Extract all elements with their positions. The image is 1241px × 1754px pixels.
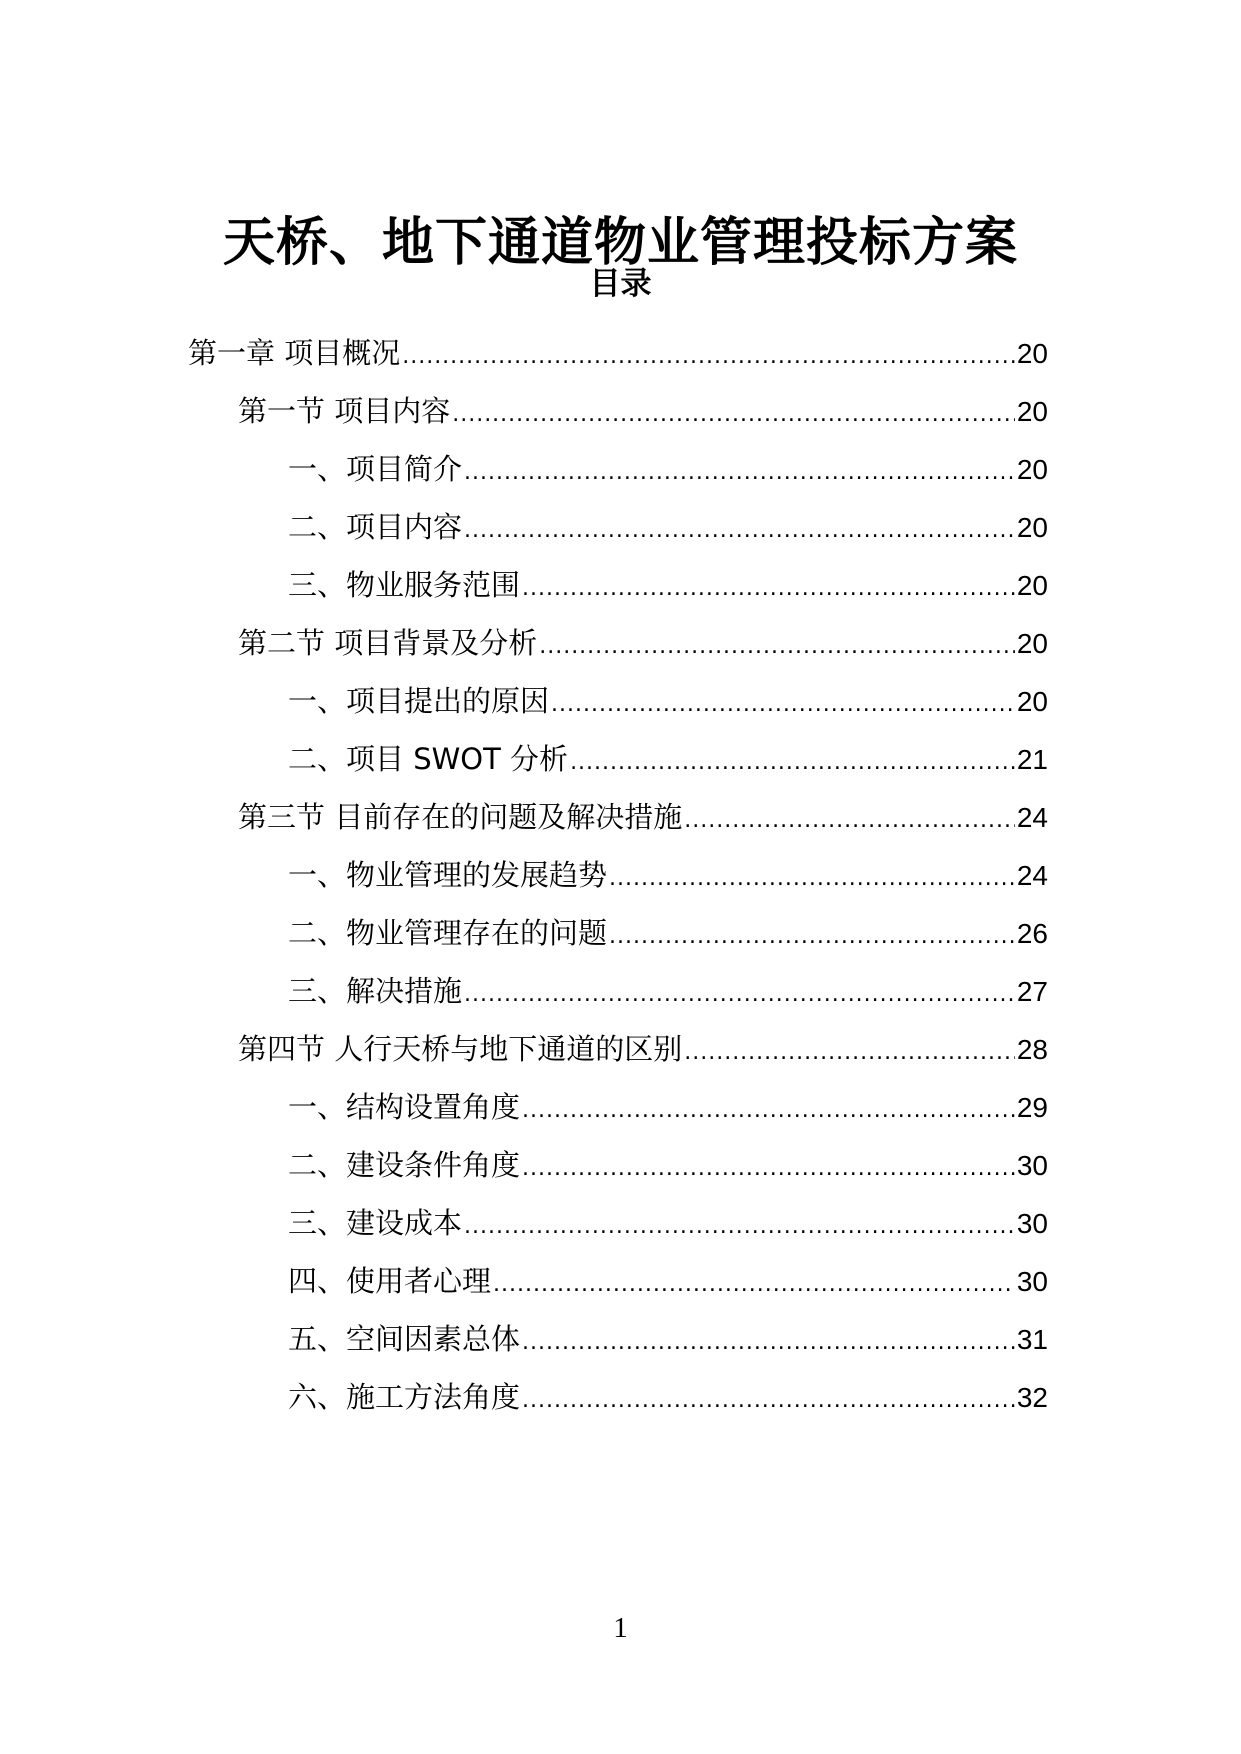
toc-entry[interactable] [238, 794, 1048, 840]
toc-entry-title[interactable]: 第一节 项目内容 [238, 394, 451, 428]
toc-entry[interactable] [288, 1142, 1048, 1188]
toc-dot-leader [522, 566, 1015, 612]
toc-entry-title[interactable]: 一、物业管理的发展趋势 [288, 858, 608, 892]
toc-entry[interactable] [288, 852, 1048, 898]
toc-entry-title[interactable]: 二、物业管理存在的问题 [288, 916, 608, 950]
toc-entry[interactable] [288, 446, 1048, 492]
toc-entry-page: 21 [1016, 744, 1048, 775]
toc-entry[interactable] [288, 968, 1048, 1014]
toc-entry-title[interactable]: 第四节 人行天桥与地下通道的区别 [238, 1032, 683, 1066]
toc-dot-leader [522, 1378, 1015, 1424]
toc-entry-page: 24 [1016, 802, 1048, 833]
toc-entry-page: 28 [1016, 1034, 1048, 1065]
toc-dot-leader [539, 624, 1015, 670]
toc-entry-title[interactable]: 二、建设条件角度 [288, 1148, 521, 1182]
toc-entry-page: 20 [1016, 512, 1048, 543]
toc-entry[interactable] [288, 910, 1048, 956]
toc-entry[interactable] [288, 1084, 1048, 1130]
toc-entry-title[interactable]: 一、项目简介 [288, 452, 463, 486]
toc-entry-title[interactable]: 六、施工方法角度 [288, 1380, 521, 1414]
toc-entry-title[interactable]: 二、项目 SWOT 分析 [288, 742, 569, 776]
toc-dot-leader [609, 914, 1015, 960]
toc-entry-title[interactable]: 第三节 目前存在的问题及解决措施 [238, 800, 683, 834]
toc-entry-title[interactable]: 三、解决措施 [288, 974, 463, 1008]
toc-entry-title[interactable]: 二、项目内容 [288, 510, 463, 544]
toc-entry-page: 20 [1016, 454, 1048, 485]
toc-entry[interactable] [238, 388, 1048, 434]
toc-dot-leader [452, 392, 1015, 438]
toc-entry-title[interactable]: 一、结构设置角度 [288, 1090, 521, 1124]
toc-dot-leader [493, 1262, 1015, 1308]
toc-dot-leader [570, 740, 1015, 786]
toc-entry-title[interactable]: 五、空间因素总体 [288, 1322, 521, 1356]
toc-entry-title[interactable]: 第一章 项目概况 [188, 336, 401, 370]
toc-entry[interactable] [288, 678, 1048, 724]
toc-dot-leader [522, 1088, 1015, 1134]
toc-entry[interactable] [288, 1374, 1048, 1420]
toc-entry[interactable] [188, 330, 1048, 376]
toc-entry-title[interactable]: 四、使用者心理 [288, 1264, 492, 1298]
toc-entry[interactable] [238, 620, 1048, 666]
toc-dot-leader [522, 1320, 1015, 1366]
toc-entry[interactable] [288, 1316, 1048, 1362]
toc-entry[interactable] [288, 1258, 1048, 1304]
toc-entry[interactable] [288, 736, 1048, 782]
document-title: 天桥、地下通道物业管理投标方案 [222, 212, 1018, 273]
toc-dot-leader [464, 1204, 1015, 1250]
toc-entry-page: 20 [1016, 628, 1048, 659]
toc-entry-page: 24 [1016, 860, 1048, 891]
toc-entry[interactable] [288, 562, 1048, 608]
toc-entry-page: 29 [1016, 1092, 1048, 1123]
toc-entry-page: 30 [1016, 1150, 1048, 1181]
toc-entry-title[interactable]: 第二节 项目背景及分析 [238, 626, 538, 660]
toc-dot-leader [402, 334, 1015, 380]
toc-entry-title[interactable]: 三、建设成本 [288, 1206, 463, 1240]
toc-entry[interactable] [288, 504, 1048, 550]
toc-entry-page: 26 [1016, 918, 1048, 949]
toc-entry[interactable] [238, 1026, 1048, 1072]
toc-dot-leader [464, 508, 1015, 554]
toc-dot-leader [609, 856, 1015, 902]
toc-dot-leader [684, 1030, 1015, 1076]
toc-entry-page: 30 [1016, 1208, 1048, 1239]
toc-dot-leader [684, 798, 1015, 844]
toc-dot-leader [522, 1146, 1015, 1192]
toc-entry[interactable] [288, 1200, 1048, 1246]
page-number: 1 [613, 1612, 628, 1644]
toc-entry-page: 20 [1016, 338, 1048, 369]
toc-entry-page: 32 [1016, 1382, 1048, 1413]
toc-entry-page: 27 [1016, 976, 1048, 1007]
toc-entry-page: 30 [1016, 1266, 1048, 1297]
toc-heading: 目录 [589, 266, 652, 302]
toc-dot-leader [464, 450, 1015, 496]
toc-entry-page: 20 [1016, 396, 1048, 427]
toc-entry-title[interactable]: 一、项目提出的原因 [288, 684, 550, 718]
toc-entry-page: 20 [1016, 686, 1048, 717]
toc-entry-page: 20 [1016, 570, 1048, 601]
toc-entry-title[interactable]: 三、物业服务范围 [288, 568, 521, 602]
toc-entry-page: 31 [1016, 1324, 1048, 1355]
toc-dot-leader [551, 682, 1015, 728]
toc-dot-leader [464, 972, 1015, 1018]
